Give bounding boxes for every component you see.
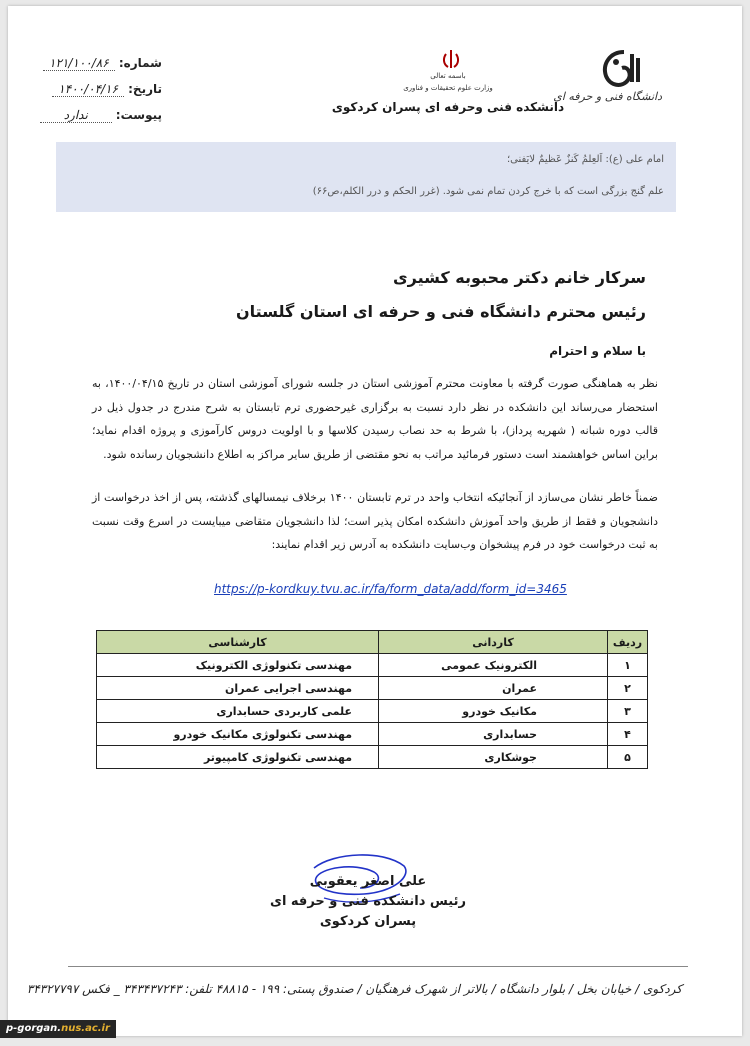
footer-divider — [68, 966, 688, 967]
letter-page — [8, 6, 742, 1036]
quote-band — [56, 142, 676, 212]
table-row — [97, 700, 648, 723]
associate-field: حسابداری — [379, 723, 608, 746]
table-row — [97, 746, 648, 769]
iran-emblem-icon — [442, 48, 460, 70]
header-row-number: ردیف — [608, 631, 648, 654]
number-value: ۱۲۱/۱۰۰/۸۶ — [43, 56, 115, 71]
addressee-name: سرکار خانم دکتر محبوبه کشیری — [392, 268, 646, 287]
table-row — [97, 723, 648, 746]
date-label: تاریخ: — [128, 82, 162, 96]
quote-line-2: علم گنج بزرگی است که با خرج کردن تمام نمی شود. (غرر الحکم و درر الکلم،ص۶۶) — [312, 186, 664, 197]
associate-field: الکترونیک عمومی — [379, 654, 608, 677]
registration-form-link[interactable]: https://p-kordkuy.tvu.ac.ir/fa/form_data/add/form_id=3465 — [214, 582, 567, 596]
number-label: شماره: — [118, 56, 162, 70]
header-bachelor: کارشناسی — [97, 631, 379, 654]
row-number: ۲ — [608, 677, 648, 700]
date-value: ۱۴۰۰/۰۴/۱۶ — [52, 82, 124, 97]
associate-field: عمران — [379, 677, 608, 700]
bachelor-field: مهندسی تکنولوژی کامپیوتر — [97, 746, 379, 769]
letter-date — [52, 82, 162, 97]
badge-text-1: p-gorgan. — [6, 1023, 62, 1034]
quote-line-1: امام علی (ع): اَلعِلمُ کَنزٌ عَظیمٌ لایَفنی؛ — [506, 154, 664, 165]
site-watermark-badge — [0, 1020, 116, 1038]
body-paragraph-1: نظر به هماهنگی صورت گرفته با معاونت محترم آموزشی استان در جلسه شورای آموزشی استان در تاریخ ۱۴۰۰/۰۴/۱۵، به استحضار می‌رساند این دانشکده در نظر دارد نسبت به برگزاری غیرحضوری ترم تابستان به شرح مندرج در جدول ذیل در قالب دوره شبانه ( شهریه پرداز)، با شرط به حد نصاب رسیدن کلاسها و با اولویت دروس کارآموزی و پروژه اقدام نماید؛ براین اساس خواهشمند است دستور فرمائید مراتب به نحو مقتضی از طریق سایر مراکز به اطلاع دانشجویان رسانده شود. — [92, 377, 658, 461]
bachelor-field: علمی کاربردی حسابداری — [97, 700, 379, 723]
attachment-value: ندارد — [40, 108, 112, 123]
basmala: باسمه تعالی — [430, 72, 466, 80]
courses-table — [96, 630, 648, 769]
letter-attachment — [40, 108, 162, 123]
row-number: ۴ — [608, 723, 648, 746]
university-logo-icon — [594, 46, 654, 116]
body-paragraph-2: ضمناً خاطر نشان می‌سازد از آنجائیکه انتخاب واحد در ترم تابستان ۱۴۰۰ برخلاف نیمسالهای گذشته، پس از اخذ درخواست از دانشجویان و فقط از طریق واحد آموزش دانشکده امکان پذیر است؛ لذا دانشجویان متقاضی میبایست در اسرع وقت نسبت به ثبت درخواست خود در فرم پیشخوان وب‌سایت دانشکده به آدرس زیر اقدام نمایند: — [92, 491, 659, 551]
attachment-label: پیوست: — [115, 108, 162, 122]
signatory-title: رئیس دانشکده فنی و حرفه ای — [270, 894, 466, 909]
bachelor-field: مهندسی تکنولوژی الکترونیک — [97, 654, 379, 677]
footer-address: کردکوی / خیابان بخل / بلوار دانشگاه / بالاتر از شهرک فرهنگیان / صندوق پستی: ۱۹۹ - ۴۸۸۱۵ تلفن: ۳۴۳۴۳۷۲۴۳ _ فکس ۳۴۳۲۷۷۹۷ — [26, 982, 682, 996]
row-number: ۳ — [608, 700, 648, 723]
table-row — [97, 654, 648, 677]
addressee-title: رئیس محترم دانشگاه فنی و حرفه ای استان گلستان — [236, 302, 646, 321]
bachelor-field: مهندسی اجرایی عمران — [97, 677, 379, 700]
ministry-name: وزارت علوم تحقیقات و فناوری — [403, 84, 493, 92]
row-number: ۱ — [608, 654, 648, 677]
signatory-title-2: پسران کردکوی — [319, 914, 417, 929]
row-number: ۵ — [608, 746, 648, 769]
letter-number — [43, 56, 162, 71]
bachelor-field: مهندسی تکنولوژی مکانیک خودرو — [97, 723, 379, 746]
table-row — [97, 677, 648, 700]
table-header-row — [97, 631, 648, 654]
college-name: دانشکده فنی وحرفه ای پسران کردکوی — [331, 100, 565, 114]
greeting: با سلام و احترام — [549, 344, 646, 358]
header-associate: کاردانی — [379, 631, 608, 654]
associate-field: جوشکاری — [379, 746, 608, 769]
badge-text-2: nus.ac.ir — [61, 1023, 110, 1034]
associate-field: مکانیک خودرو — [379, 700, 608, 723]
signatory-name: علی اصغر یعقوبی — [309, 874, 427, 889]
logo-text: دانشگاه فنی و حرفه ای — [553, 90, 662, 103]
